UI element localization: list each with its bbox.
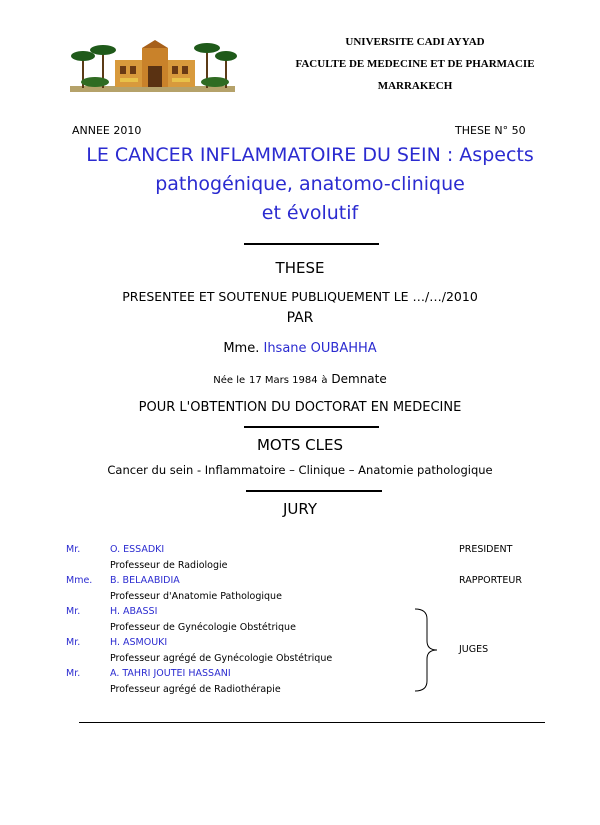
birth-line (0, 372, 600, 386)
author-prefix: Mme. (223, 341, 260, 356)
city-name: MARRAKECH (377, 80, 453, 92)
divider (244, 243, 379, 245)
jury-member-title: Mme. (66, 575, 93, 586)
jury-member-desc: Professeur d'Anatomie Pathologique (110, 591, 282, 602)
birth-prefix: Née le (213, 375, 246, 386)
academic-year: ANNEE 2010 (72, 124, 142, 137)
jury-member-title: Mr. (66, 637, 81, 648)
by-label: PAR (286, 310, 314, 326)
thesis-title (40, 141, 580, 228)
jury-member-desc: Professeur de Radiologie (110, 560, 228, 571)
author-line (0, 341, 600, 356)
jury-member-role: RAPPORTEUR (459, 575, 522, 586)
jury-heading: JURY (282, 500, 318, 518)
jury-member-desc: Professeur agrégé de Gynécologie Obstétrique (110, 653, 333, 664)
defense-date-line: PRESENTEE ET SOUTENUE PUBLIQUEMENT LE …/…/2010 (122, 289, 478, 304)
divider (246, 490, 382, 492)
degree-line: POUR L'OBTENTION DU DOCTORAT EN MEDECINE (138, 400, 462, 415)
title-line-1: LE CANCER INFLAMMATOIRE DU SEIN : Aspects (86, 144, 534, 166)
keywords-heading: MOTS CLES (256, 436, 344, 454)
jury-member-name: A. TAHRI JOUTEI HASSANI (110, 668, 231, 679)
brace-icon (413, 607, 443, 693)
jury-member-title: Mr. (66, 668, 81, 679)
birth-place-prefix: à (321, 375, 328, 386)
title-line-2: pathogénique, anatomo-clinique (155, 173, 465, 195)
thesis-heading: THESE (275, 259, 325, 277)
author-name: Ihsane OUBAHHA (263, 341, 377, 356)
divider (244, 426, 379, 428)
jury-member-desc: Professeur agrégé de Radiothérapie (110, 684, 281, 695)
jury-member-name: B. BELAABIDIA (110, 575, 180, 586)
birth-date: 17 Mars 1984 (248, 375, 318, 386)
faculty-name: FACULTE DE MEDECINE ET DE PHARMACIE (295, 58, 535, 70)
jury-member-title: Mr. (66, 606, 81, 617)
jury-member-role: PRESIDENT (459, 544, 513, 555)
title-line-3: et évolutif (261, 202, 359, 224)
thesis-number: THESE N° 50 (455, 124, 526, 137)
jury-member-name: H. ABASSI (110, 606, 158, 617)
university-name: UNIVERSITE CADI AYYAD (345, 36, 485, 48)
judges-label: JUGES (459, 644, 489, 655)
bottom-divider (79, 722, 545, 723)
jury-member-name: O. ESSADKI (110, 544, 165, 555)
faculty-logo (60, 38, 245, 98)
jury-member-desc: Professeur de Gynécologie Obstétrique (110, 622, 296, 633)
birth-place: Demnate (331, 372, 387, 386)
keywords-text: Cancer du sein - Inflammatoire – Clinique – Anatomie pathologique (107, 463, 493, 477)
jury-member-name: H. ASMOUKI (110, 637, 168, 648)
jury-member-title: Mr. (66, 544, 81, 555)
